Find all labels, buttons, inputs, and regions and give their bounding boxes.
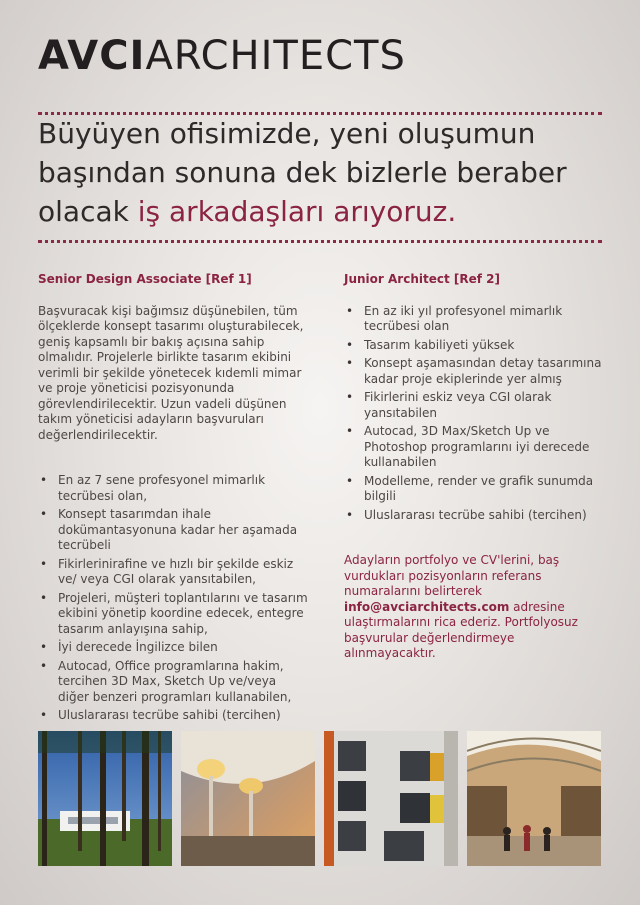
bottom-dotted-divider [38,240,602,243]
senior-requirement-text: Konsept tasarımdan ihale dokümantasyonuna kadar her aşamada tecrübeli [58,507,298,552]
bullet-icon: • [40,473,48,487]
senior-position-intro: Başvuracak kişi bağımsız düşünebilen, tüm ölçeklerde konsept tasarımı oluşturabilecek, geniş kapsamlı bir bakış açısına sahip olmalıdır. Projelerle birlikte tasarım ekibini verimli bir şekilde yönetecek kıdemli mimar ve proje yöneticisi pozisyonunda görevlendirilecektir. Uzun vadeli düşünen takım yöneticisi adayların başvuruları değerlendirilecektir. [38,303,304,442]
senior-requirement-item [38,507,310,554]
bullet-icon: • [346,507,354,522]
junior-requirement-text: En az iki yıl profesyonel mimarlık tecrübesi olan [364,303,563,333]
junior-requirements-list [344,304,606,524]
senior-requirement-item [38,591,310,638]
headline-accent: iş arkadaşları arıyoruz. [137,195,457,228]
senior-requirement-item [38,640,310,656]
junior-position-title: Junior Architect [Ref 2] [344,272,500,286]
headline-line-3-start: olacak [38,195,138,228]
senior-requirement-text: İyi derecede İngilizce bilen [58,640,218,654]
facade-building-photo [324,731,458,866]
logo-bold-text: AVCI [38,33,146,79]
bullet-icon: • [346,390,354,404]
senior-requirement-text: En az 7 sene profesyonel mimarlık tecrübesi olan, [58,473,266,503]
senior-requirement-text: Fikirlerinirafine ve hızlı bir şekilde eskiz ve/ veya CGI olarak yansıtabilen, [58,556,294,586]
bullet-icon: • [346,337,354,352]
senior-requirement-text: Projeleri, müşteri toplantılarını ve tasarım ekibini yönetip koordine edecek, entegre tasarım anlayışına sahip, [58,590,308,636]
junior-requirement-item [344,356,606,387]
junior-requirement-text: Uluslararası tecrübe sahibi (tercihen) [364,507,587,522]
junior-requirement-item [344,508,606,524]
company-logo [38,34,406,78]
headline-line-2: başından sonuna dek bizlerle beraber [38,156,567,189]
headline [38,114,602,231]
forest-house-photo [38,731,172,866]
bullet-icon: • [346,424,354,438]
junior-position-column [344,272,606,662]
senior-position-title: Senior Design Associate [Ref 1] [38,272,252,286]
senior-requirement-text: Uluslararası tecrübe sahibi (tercihen) [58,708,281,722]
junior-requirement-text: Tasarım kabiliyeti yüksek [364,337,515,352]
junior-requirement-item [344,474,606,505]
senior-requirements-list [38,473,310,724]
bullet-icon: • [40,590,48,605]
contact-text-after: adresine ulaştırmalarını rica ederiz. Portfolyosuz başvurular değerlendirmeye alınmayacaktır. [344,599,578,660]
junior-requirement-item [344,424,606,471]
pavilion-render-photo [181,731,315,866]
mall-interior-photo [467,731,601,866]
bullet-icon: • [346,303,354,318]
junior-requirement-item [344,304,606,335]
junior-requirement-text: Autocad, 3D Max/Sketch Up ve Photoshop programlarını iyi derecede kullanabilen [364,424,590,469]
bullet-icon: • [40,708,48,722]
junior-requirement-text: Konsept aşamasından detay tasarımına kadar proje ekiplerinde yer almış [364,356,602,386]
logo-light-text: ARCHITECTS [145,33,406,79]
headline-line-1: Büyüyen ofisimizde, yeni oluşumun [38,117,536,150]
senior-requirement-text: Autocad, Office programlarına hakim, tercihen 3D Max, Sketch Up ve/veya diğer benzeri programları kullanabilen, [58,658,292,704]
senior-requirement-item [38,708,310,724]
bullet-icon: • [346,473,354,488]
bullet-icon: • [40,640,48,654]
bullet-icon: • [346,356,354,370]
senior-position-column [38,272,310,727]
bullet-icon: • [40,556,48,571]
senior-requirement-item [38,659,310,706]
junior-requirement-text: Modelleme, render ve grafik sunumda bilgili [364,473,594,503]
junior-requirement-text: Fikirlerini eskiz veya CGI olarak yansıtabilen [364,390,552,420]
bullet-icon: • [40,507,48,521]
senior-requirement-item [38,473,310,504]
contact-text-before: Adayların portfolyo ve CV'lerini, baş vurdukları pozisyonların referans numaralarını belirterek [344,553,560,598]
contact-email-link[interactable]: info@avciarchitects.com [344,599,510,614]
junior-requirement-item [344,338,606,354]
senior-requirement-item [38,557,310,588]
project-photo-strip [38,731,602,866]
bullet-icon: • [40,658,48,673]
application-instructions [344,553,606,662]
headline-line-3 [38,192,602,231]
junior-requirement-item [344,390,606,421]
